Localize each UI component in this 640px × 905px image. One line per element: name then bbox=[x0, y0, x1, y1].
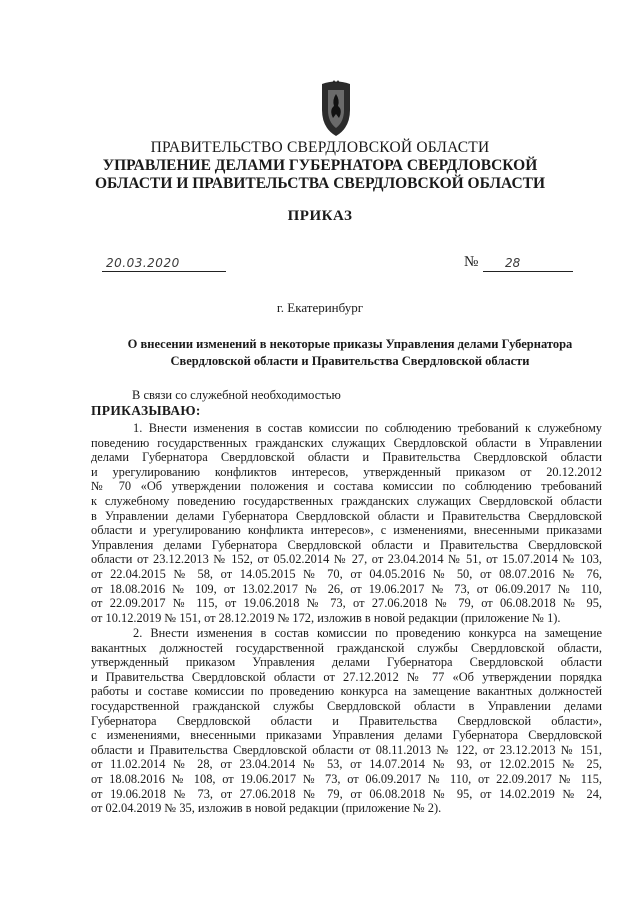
document-subject bbox=[90, 336, 610, 370]
text-line: Губернатора Свердловской области и Правительства Свердловской области», bbox=[91, 713, 602, 728]
document-number: 28 bbox=[505, 256, 521, 270]
text-line: работы и составе комиссии по проведению конкурса на замещение вакантных должностей bbox=[91, 684, 602, 699]
text-line: области от 23.12.2013 № 152, от 05.02.2014 № 27, от 23.04.2014 № 51, от 15.07.2014 № 103, bbox=[91, 552, 602, 567]
document-type: ПРИКАЗ bbox=[287, 208, 353, 224]
text-line: от 18.08.2016 № 108, от 19.06.2017 № 73, от 06.09.2017 № 110, от 22.09.2017 № 115, bbox=[91, 771, 602, 786]
text-line: к служебному поведению государственных гражданских служащих Свердловской области bbox=[91, 493, 602, 508]
intro-text: В связи со служебной необходимостью bbox=[132, 388, 341, 402]
text-line: поведению государственных гражданских служащих Свердловской области в Управлении bbox=[91, 435, 602, 450]
text-line: утвержденный приказом Управления делами Губернатора Свердловской области bbox=[91, 655, 602, 670]
text-line: от 22.09.2017 № 115, от 19.06.2018 № 73, от 27.06.2018 № 79, от 06.08.2018 № 95, bbox=[91, 596, 602, 611]
department-title-line-1: УПРАВЛЕНИЕ ДЕЛАМИ ГУБЕРНАТОРА СВЕРДЛОВСКОЙ bbox=[102, 157, 538, 174]
text-line: от 02.04.2019 № 35, изложив в новой редакции (приложение № 2). bbox=[91, 801, 442, 816]
text-line: Управления делами Губернатора Свердловской области и Правительства Свердловской bbox=[91, 537, 602, 552]
paragraph-2 bbox=[91, 626, 602, 816]
date-field bbox=[102, 253, 226, 272]
text-line: области и урегулированию конфликта интересов», с изменениями, внесенными приказами bbox=[91, 523, 602, 538]
number-sign: № bbox=[464, 254, 479, 270]
government-title: ПРАВИТЕЛЬСТВО СВЕРДЛОВСКОЙ ОБЛАСТИ bbox=[150, 139, 490, 156]
text-line: вакантных должностей государственной гражданской службы Свердловской области, bbox=[91, 640, 602, 655]
city: г. Екатеринбург bbox=[276, 300, 364, 315]
subject-line: О внесении изменений в некоторые приказы Управления делами Губернатора bbox=[127, 337, 573, 351]
text-line: № 70 «Об утверждении положения и состава комиссии по соблюдению требований bbox=[91, 479, 602, 494]
text-line: 1. Внести изменения в состав комиссии по соблюдению требований к служебному bbox=[133, 421, 602, 435]
text-line: от 22.04.2015 № 58, от 14.05.2015 № 70, от 04.05.2016 № 50, от 08.07.2016 № 76, bbox=[91, 566, 602, 581]
text-line: государственной гражданской службы Свердловской области в Управлении делами bbox=[91, 698, 602, 713]
text-line: 2. Внести изменения в состав комиссии по проведению конкурса на замещение bbox=[133, 626, 602, 640]
text-line: и Правительства Свердловской области от 27.12.2012 № 77 «Об утверждении порядка bbox=[91, 669, 602, 684]
text-line: от 10.12.2019 № 151, от 28.12.2019 № 172, изложив в новой редакции (приложение № 1). bbox=[91, 610, 561, 625]
coat-of-arms-icon bbox=[312, 80, 360, 138]
subject-line: Свердловской области и Правительства Свердловской области bbox=[170, 354, 530, 368]
document-date: 20.03.2020 bbox=[106, 256, 180, 270]
text-line: от 11.02.2014 № 28, от 23.04.2014 № 53, от 14.07.2014 № 93, от 12.02.2015 № 25, bbox=[91, 757, 602, 772]
text-line: от 19.06.2018 № 73, от 27.06.2018 № 79, от 06.08.2018 № 95, от 14.02.2019 № 24, bbox=[91, 786, 602, 801]
text-line: области и Правительства Свердловской области от 08.11.2013 № 122, от 23.12.2013 № 151, bbox=[91, 742, 602, 757]
text-line: в Управлении делами Губернатора Свердловской области и Правительства Свердловской bbox=[91, 508, 602, 523]
order-word: ПРИКАЗЫВАЮ: bbox=[91, 403, 201, 418]
text-line: делами Губернатора Свердловской области и Правительства Свердловской области bbox=[91, 450, 602, 465]
text-line: от 18.08.2016 № 109, от 13.02.2017 № 26, от 19.06.2017 № 73, от 06.09.2017 № 110, bbox=[91, 581, 602, 596]
paragraph-1 bbox=[91, 421, 602, 625]
text-line: и урегулированию конфликтов интересов, утвержденный приказом от 20.12.2012 bbox=[91, 464, 602, 479]
department-title-line-2: ОБЛАСТИ И ПРАВИТЕЛЬСТВА СВЕРДЛОВСКОЙ ОБЛАСТИ bbox=[94, 175, 546, 192]
text-line: с изменениями, внесенными приказами Управления делами Губернатора Свердловской bbox=[91, 728, 602, 743]
number-field bbox=[483, 253, 573, 272]
